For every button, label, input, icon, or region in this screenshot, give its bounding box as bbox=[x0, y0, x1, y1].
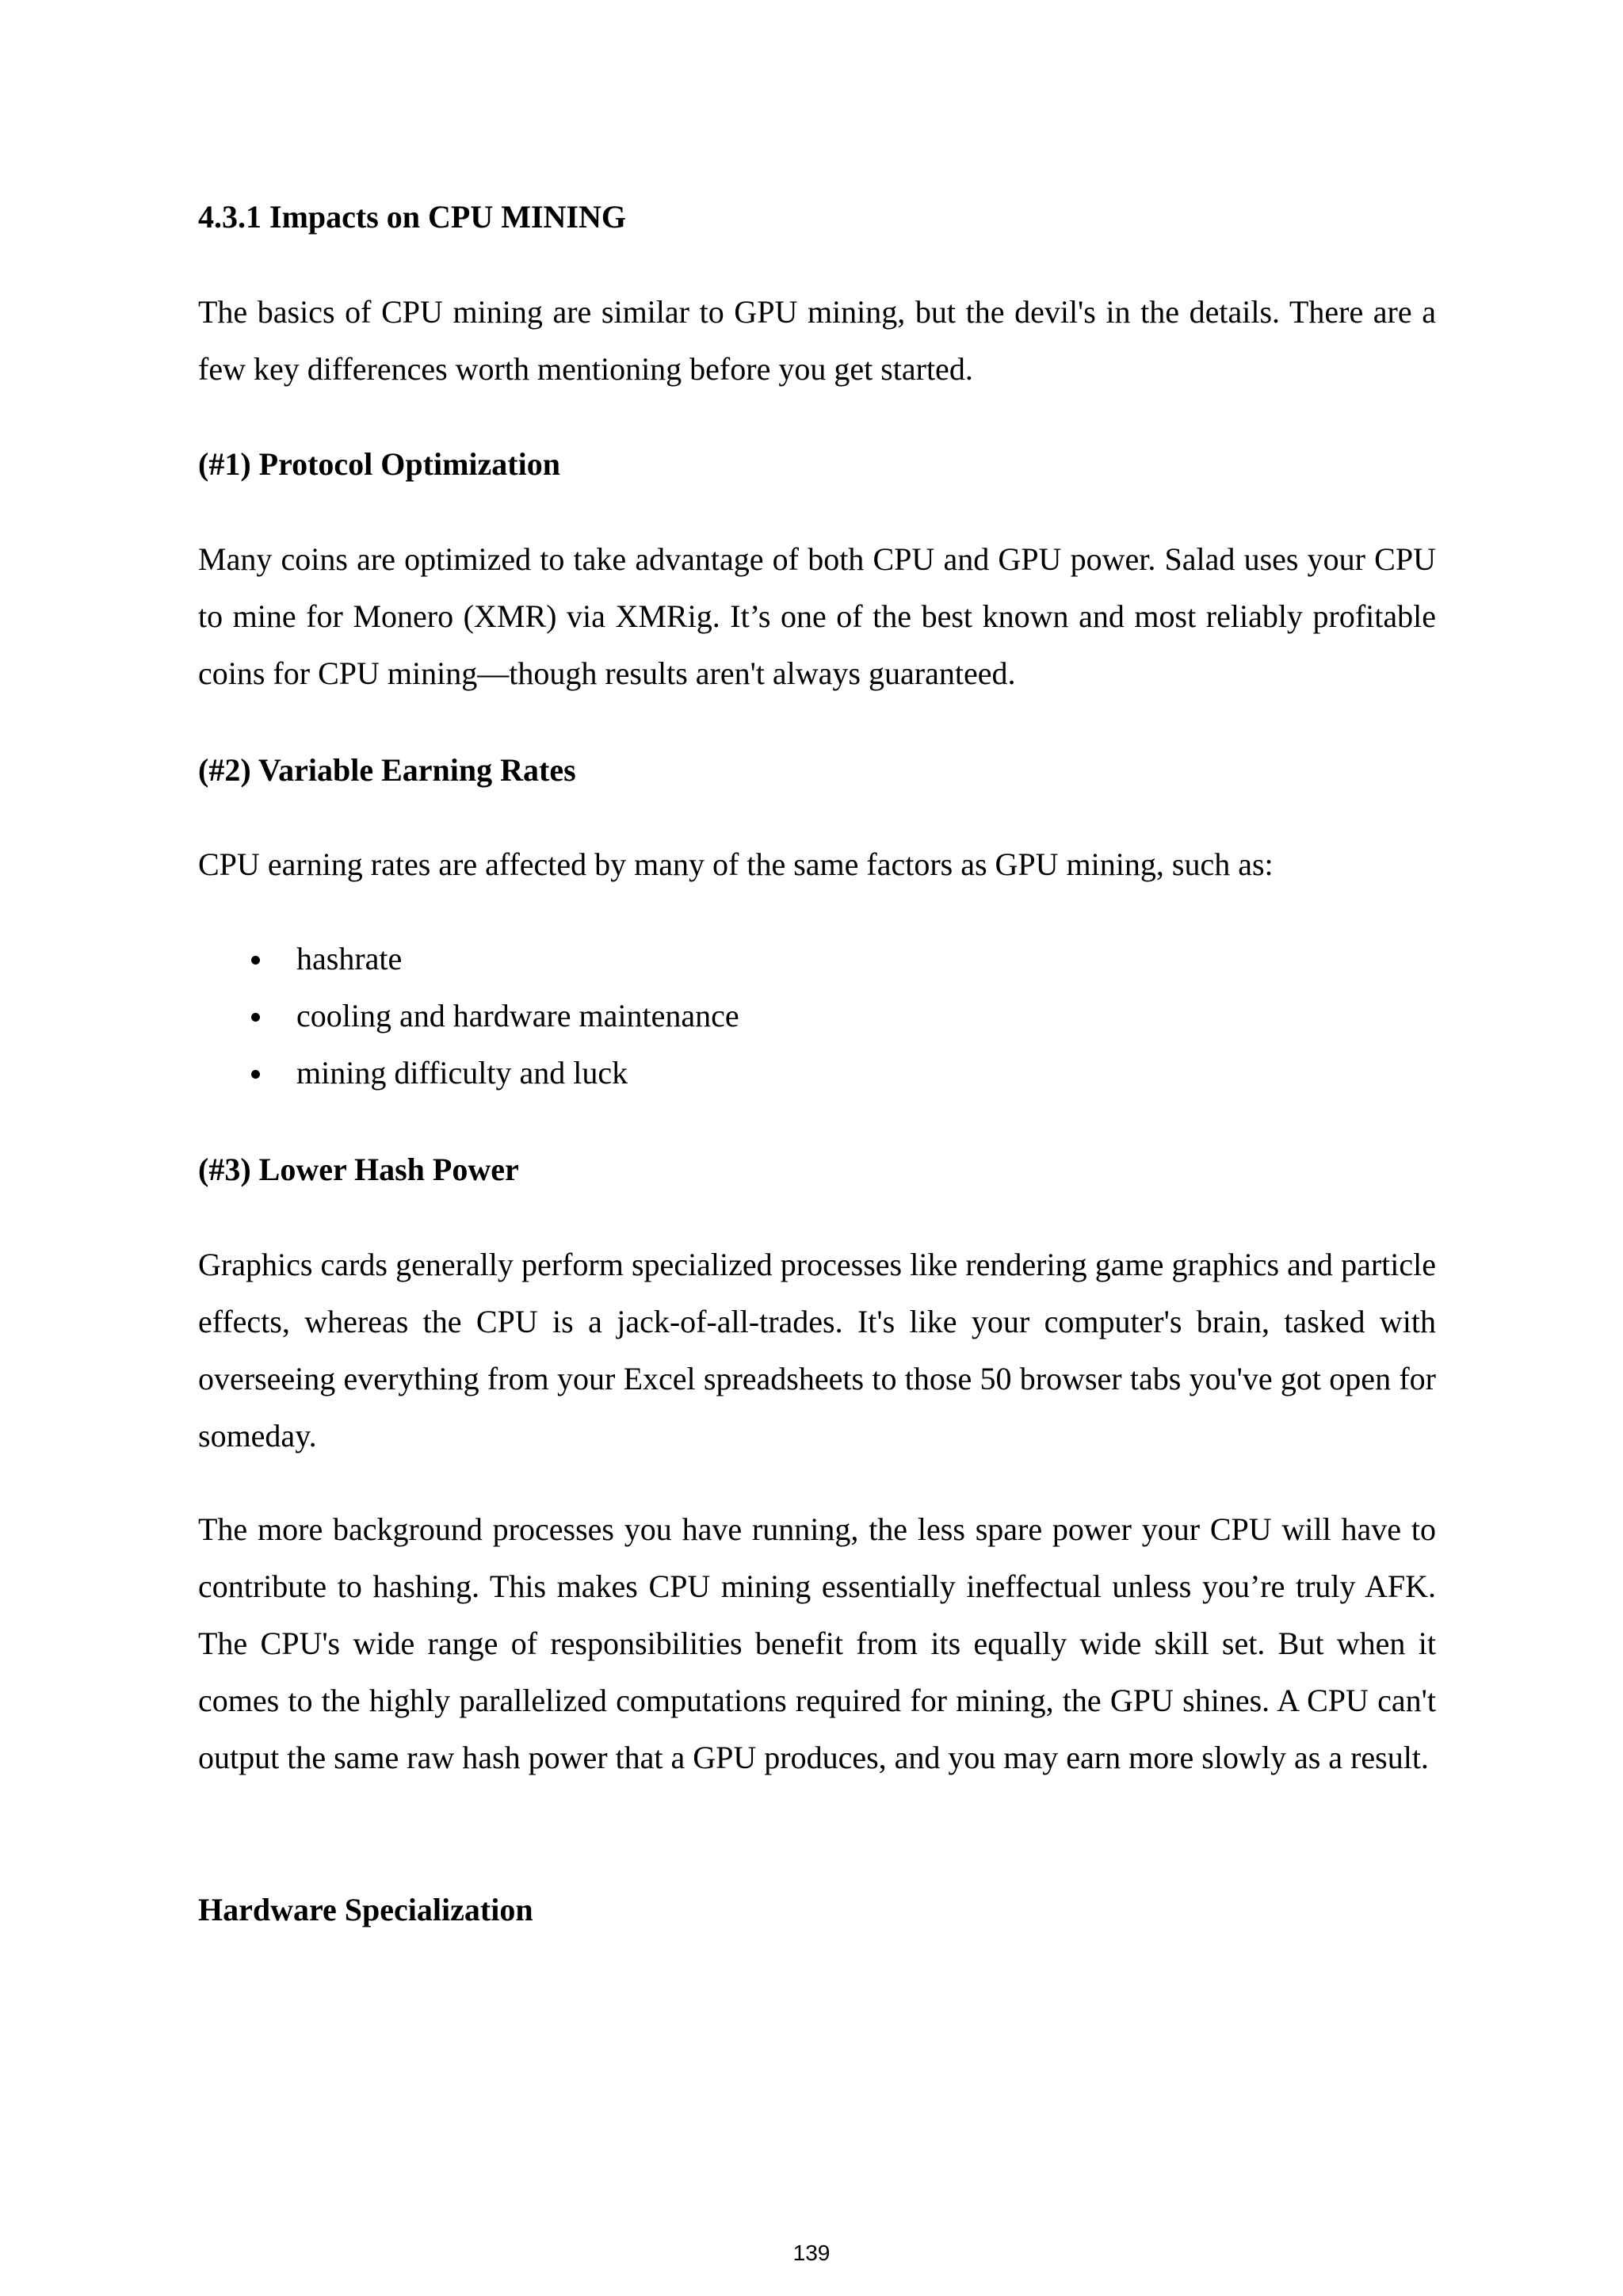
list-item-text: mining difficulty and luck bbox=[296, 1055, 628, 1091]
section-heading: 4.3.1 Impacts on CPU MINING bbox=[198, 199, 626, 235]
factors-list bbox=[198, 930, 1436, 1102]
list-item bbox=[198, 988, 1436, 1045]
lower-hash-power-paragraph-2: The more background processes you have running, the less spare power your CPU will have to contribute to hashing. This makes CPU mining essentially ineffectual unless you’re truly AFK. The CPU's wide range of responsibilities benefit from its equally wide skill set. But when it comes to the highly parallelized computations required for mining, the GPU shines. A CPU can't output the same raw hash power that a GPU produces, and you may earn more slowly as a result. bbox=[198, 1511, 1436, 1775]
subsection-heading-protocol-optimization: (#1) Protocol Optimization bbox=[198, 446, 560, 482]
intro-paragraph: The basics of CPU mining are similar to GPU mining, but the devil's in the details. There are a few key differences worth mentioning before you get started. bbox=[198, 294, 1436, 387]
variable-earning-rates-paragraph: CPU earning rates are affected by many of the same factors as GPU mining, such as: bbox=[198, 846, 1274, 882]
subsection-heading-lower-hash-power: (#3) Lower Hash Power bbox=[198, 1152, 519, 1187]
protocol-optimization-paragraph: Many coins are optimized to take advantage of both CPU and GPU power. Salad uses your CPU to mine for Monero (XMR) via XMRig. It’s one of the best known and most reliably profitable coins for CPU mining—though results aren't always guaranteed. bbox=[198, 541, 1436, 691]
list-item bbox=[198, 1045, 1436, 1102]
bullet-icon bbox=[251, 956, 260, 965]
list-item-text: cooling and hardware maintenance bbox=[296, 998, 739, 1033]
bullet-icon bbox=[251, 1070, 260, 1079]
bullet-icon bbox=[251, 1013, 260, 1022]
page-number: 139 bbox=[792, 2241, 831, 2265]
subsection-heading-variable-earning-rates: (#2) Variable Earning Rates bbox=[198, 752, 576, 788]
subsection-heading-hardware-specialization: Hardware Specialization bbox=[198, 1892, 533, 1927]
list-item-text: hashrate bbox=[296, 941, 403, 976]
list-item bbox=[198, 930, 1436, 988]
lower-hash-power-paragraph-1: Graphics cards generally perform specialized processes like rendering game graphics and particle effects, whereas the CPU is a jack-of-all-trades. It's like your computer's brain, tasked with overseeing everything from your Excel spreadsheets to those 50 browser tabs you've got open for someday. bbox=[198, 1247, 1436, 1454]
